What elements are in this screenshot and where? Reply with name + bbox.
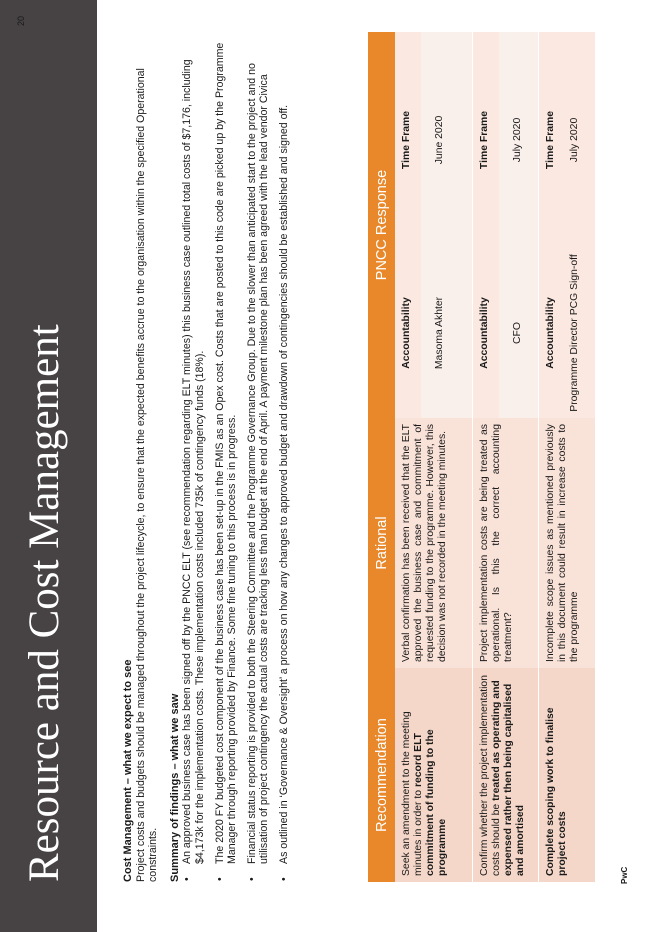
header-pncc-response: PNCC Response bbox=[368, 32, 395, 418]
accountability-value: CFO bbox=[499, 248, 539, 418]
recommendation-emphasis: Complete scoping work to finalise project costs bbox=[545, 707, 568, 876]
rational-cell: Project implementation costs are being treated as operational. Is this the correct accounting treatment? bbox=[473, 418, 539, 668]
finding-item: • An approved business case has been signed off by the PNCC ELT (see recommendation regarding ELT minutes) this business case outlined total costs of $7,176, including $4,173k for the implementation costs. These implementation costs included 735k of contingency funds (18%). bbox=[181, 32, 206, 864]
page-title: Resource and Cost Management bbox=[21, 324, 68, 882]
recommendation-cell bbox=[539, 668, 596, 882]
time-frame-value: June 2020 bbox=[421, 32, 473, 248]
accountability-value: Masoma Akhter bbox=[421, 248, 473, 418]
content-section bbox=[122, 32, 298, 882]
time-frame-label: Time Frame bbox=[539, 32, 566, 248]
cost-management-text: Project costs and budgets should be managed throughout the project lifecycle, to ensure that the expected benefits accrue to the organisation within the specified Operational constraints. bbox=[134, 68, 160, 882]
findings-heading: Summary of findings – what we saw bbox=[168, 693, 181, 882]
accountability-label: Accountability bbox=[395, 248, 421, 418]
time-frame-value: July 2020 bbox=[499, 32, 539, 248]
accountability-value: Programme Director PCG Sign-off bbox=[565, 248, 595, 418]
accountability-label: Accountability bbox=[473, 248, 500, 418]
footer-logo-text: PwC bbox=[620, 866, 629, 884]
page-number: 20 bbox=[16, 15, 26, 26]
header-rational: Rational bbox=[368, 418, 395, 668]
rational-cell: Verbal confirmation has been received that the ELT approved the business case and commitment of requested funding to the programme. However, this decision was not recorded in the meeting minutes. bbox=[395, 418, 473, 668]
recommendation-emphasis: record ELT commitment of funding to the programme bbox=[413, 729, 448, 876]
time-frame-label: Time Frame bbox=[395, 32, 421, 248]
finding-item: • As outlined in ‘Governance & Oversight’ a process on how any changes to approved budget and drawdown of contingencies should be established and signed off. bbox=[278, 32, 291, 864]
cost-management-heading: Cost Management – what we expect to see bbox=[122, 659, 134, 882]
finding-item: • The 2020 FY budgeted cost component of the business case has been set-up in the FMIS as an Opex cost. Costs that are posted to this code are picked up by the Programme Manager through reporting provided by Finance. Some fine tuning to this process is in progress. bbox=[214, 32, 239, 864]
findings-list bbox=[181, 32, 290, 882]
recommendation-emphasis: treated as operating and expensed rather then being capitalised and amortised bbox=[491, 680, 526, 876]
time-frame-label: Time Frame bbox=[473, 32, 500, 248]
header-recommendation: Recommendation bbox=[368, 668, 395, 882]
time-frame-value: July 2020 bbox=[565, 32, 595, 248]
title-band bbox=[0, 0, 97, 932]
finding-item: • Financial status reporting is provided to both the Steering Committee and the Programme Governance Group. Due to the slower than anticipated start to the project and no utilisation of project contingency the actual costs are tracking less than budget at the end of April. A payment milestone plan has been agreed with the lead vendor Civica bbox=[246, 32, 271, 864]
accountability-label: Accountability bbox=[539, 248, 566, 418]
rational-cell: Incomplete scope issues as mentioned previously in this document could result in increase costs to the programme bbox=[539, 418, 596, 668]
recommendation-cell: Confirm whether the project implementation costs should be treated as operating and expensed rather then being capitalised and amortised bbox=[473, 668, 539, 882]
recommendations-table bbox=[368, 32, 595, 882]
recommendation-cell: Seek an amendment to the meeting minutes in order to record ELT commitment of funding to the programme bbox=[395, 668, 473, 882]
